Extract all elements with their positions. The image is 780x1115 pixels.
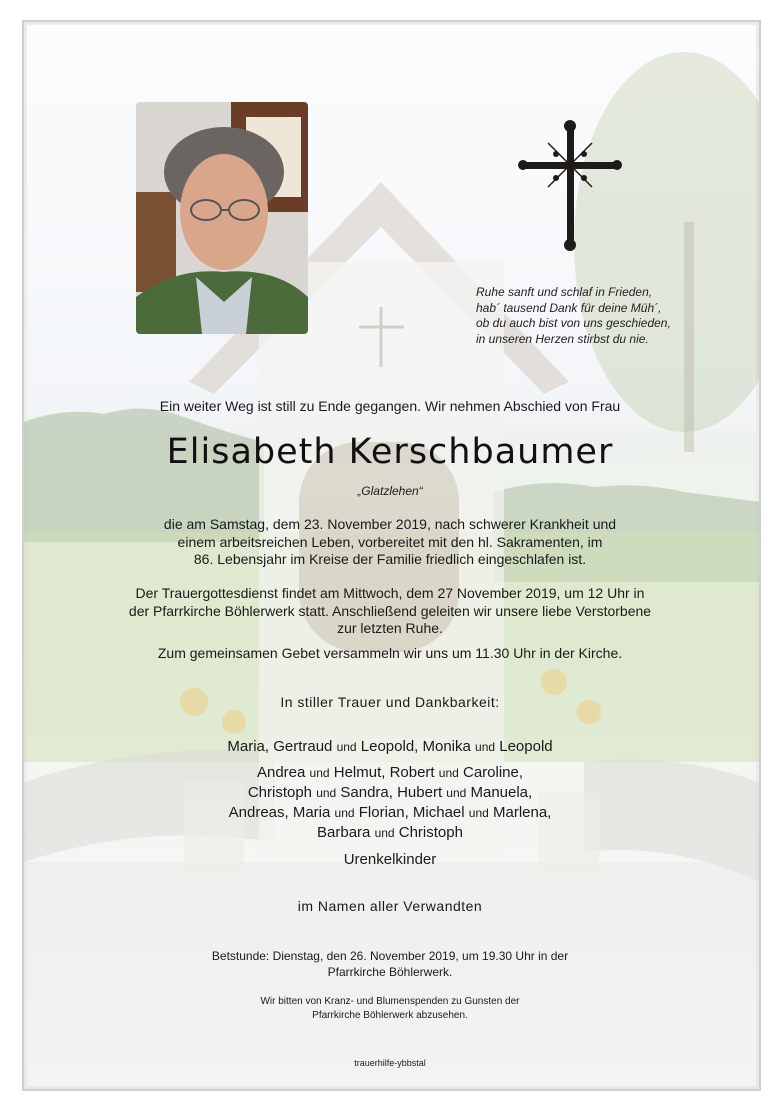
death-notice — [0, 516, 780, 569]
service-line: Der Trauergottesdienst findet am Mittwoch, dem 27 November 2019, um 12 Uhr in — [135, 585, 645, 601]
poem-line: ob du auch bist von uns geschieden, — [476, 316, 671, 330]
intro-text: Ein weiter Weg ist still zu Ende gegangen. Wir nehmen Abschied von Frau — [159, 398, 621, 414]
service-line: der Pfarrkirche Böhlerwerk statt. Anschließend geleiten wir unsere liebe Verstorbene — [128, 602, 652, 619]
prayer-info: Zum gemeinsamen Gebet versammeln wir uns um 11.30 Uhr in der Kirche. — [157, 645, 623, 661]
poem-line: Ruhe sanft und schlaf in Frieden, — [476, 285, 653, 299]
poem — [476, 285, 706, 347]
ornate-cross-icon — [518, 118, 622, 252]
donation-note — [0, 995, 780, 1023]
footer-credit: trauerhilfe-ybbstal — [354, 1058, 426, 1068]
family-row: Andrea und Helmut, Robert und Caroline, — [256, 764, 524, 781]
relatives-line: im Namen aller Verwandten — [297, 898, 483, 914]
mourning-heading: In stiller Trauer und Dankbarkeit: — [280, 694, 500, 710]
vigil-info — [0, 948, 780, 980]
family-row: Andreas, Maria und Florian, Michael und Marlena, — [228, 804, 552, 821]
vigil-line: Betstunde: Dienstag, den 26. November 2019, um 19.30 Uhr in der — [211, 949, 569, 963]
vigil-line: Pfarrkirche Böhlerwerk. — [327, 965, 453, 979]
family-row: Christoph und Sandra, Hubert und Manuela, — [247, 784, 533, 801]
nickname: „Glatzlehen“ — [357, 484, 423, 498]
poem-line: hab´ tausend Dank für deine Müh´, — [476, 300, 662, 315]
service-line: zur letzten Ruhe. — [337, 620, 443, 636]
death-notice-line: 86. Lebensjahr im Kreise der Familie friedlich eingeschlafen ist. — [193, 551, 587, 567]
deceased-name: Elisabeth Kerschbaumer — [166, 432, 614, 472]
donation-line: Wir bitten von Kranz- und Blumenspenden zu Gunsten der — [260, 996, 520, 1007]
poem-line: in unseren Herzen stirbst du nie. — [476, 331, 649, 346]
death-notice-line: die am Samstag, dem 23. November 2019, nach schwerer Krankheit und — [163, 516, 617, 532]
service-info — [0, 585, 780, 638]
family-row: Maria, Gertraud und Leopold, Monika und Leopold — [227, 738, 553, 755]
death-notice-line: einem arbeitsreichen Leben, vorbereitet mit den hl. Sakramenten, im — [177, 533, 603, 550]
family-row: Barbara und Christoph — [317, 824, 463, 841]
donation-line: Pfarrkirche Böhlerwerk abzusehen. — [312, 1010, 468, 1021]
family-list — [0, 736, 780, 871]
great-grandchildren: Urenkelkinder — [343, 851, 437, 868]
portrait-photo — [136, 102, 308, 334]
